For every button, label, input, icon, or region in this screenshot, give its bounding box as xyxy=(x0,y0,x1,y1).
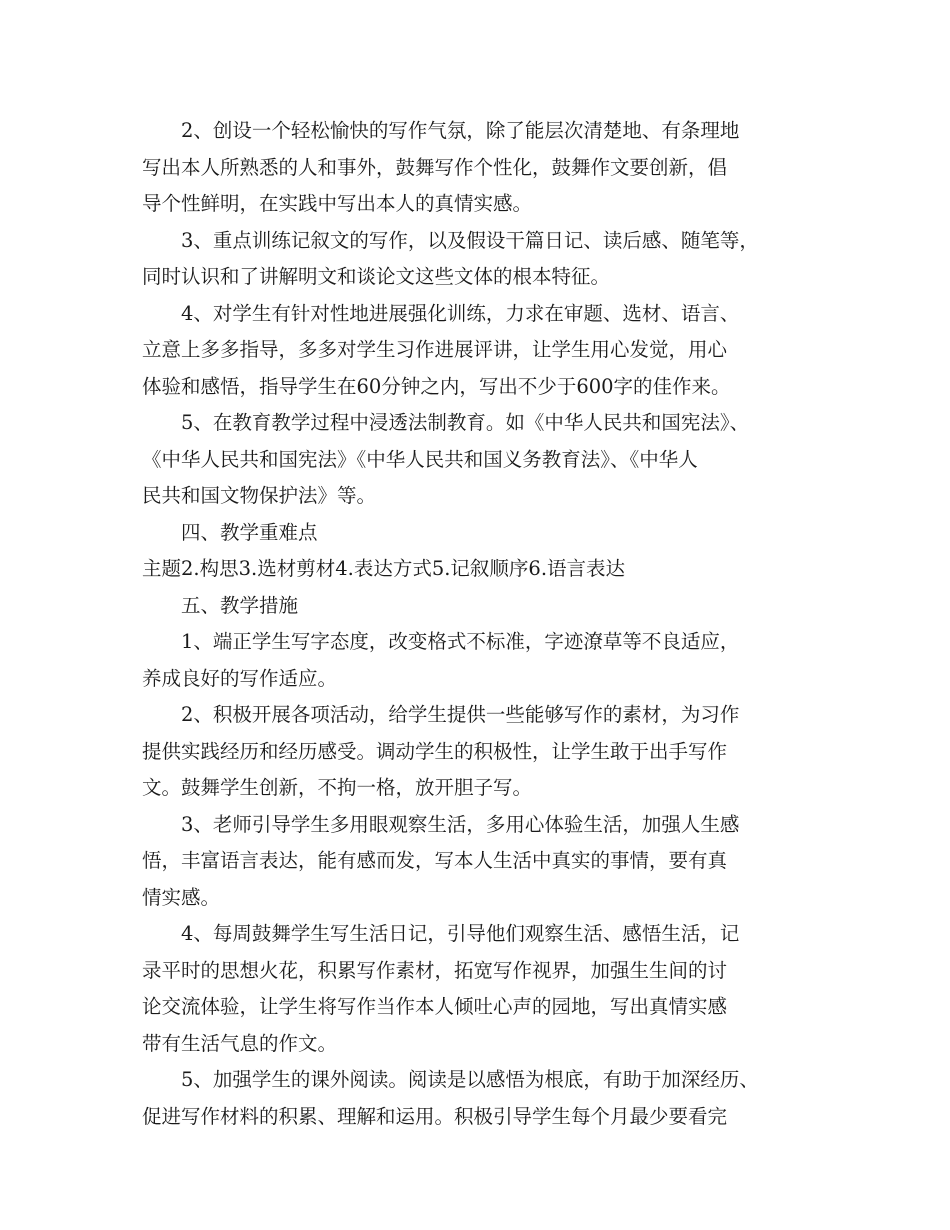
text-line: 悟，丰富语言表达，能有感而发，写本人生活中真实的事情，要有真 xyxy=(142,849,728,872)
paragraph xyxy=(142,296,814,406)
text-line: 提供实践经历和经历感受。调动学生的积极性，让学生敢于出手写作 xyxy=(142,739,728,763)
text-line: 立意上多多指导，多多对学生习作进展评讲，让学生用心发觉，用心 xyxy=(142,338,728,361)
text-line: 录平时的思想火花，积累写作素材，拓宽写作视界，加强生生间的讨 xyxy=(142,958,728,982)
paragraph xyxy=(142,551,814,588)
text-line: 2、积极开展各项活动，给学生提供一些能够写作的素材，为习作 xyxy=(181,703,740,726)
paragraph xyxy=(142,113,814,223)
text-line: 养成良好的写作适应。 xyxy=(142,666,338,690)
text-line: 4、每周鼓舞学生写生活日记，引导他们观察生活、感悟生活，记 xyxy=(181,922,740,945)
paragraph xyxy=(142,807,814,917)
paragraph xyxy=(142,405,814,515)
paragraph xyxy=(142,223,814,296)
paragraph xyxy=(142,916,814,1062)
text-line: 5、加强学生的课外阅读。阅读是以感悟为根底，有助于加深经历、 xyxy=(181,1068,759,1091)
text-line: 写出本人所熟悉的人和事外，鼓舞写作个性化，鼓舞作文要创新，倡 xyxy=(142,155,728,179)
text-line: 论交流体验，让学生将写作当作本人倾吐心声的园地，写出真情实感 xyxy=(142,995,728,1018)
section-heading xyxy=(142,515,814,552)
text-line: 同时认识和了讲解明文和谈论文这些文体的根本特征。 xyxy=(142,265,611,288)
text-line: 2、创设一个轻松愉快的写作气氛，除了能层次清楚地、有条理地 xyxy=(181,119,740,142)
section-heading xyxy=(142,588,814,625)
text-line: 5、在教育教学过程中浸透法制教育。如《中华人民共和国宪法》、 xyxy=(181,411,750,434)
text-line: 带有生活气息的作文。 xyxy=(142,1031,338,1055)
text-line: 1、端正学生写字态度，改变格式不标准，字迹潦草等不良适应， xyxy=(181,630,740,653)
text-line: 情实感。 xyxy=(142,885,221,909)
paragraph xyxy=(142,1062,814,1135)
text-line: 促进写作材料的积累、理解和运用。积极引导学生每个月最少要看完 xyxy=(142,1104,728,1128)
paragraph xyxy=(142,624,814,697)
text-line: 体验和感悟，指导学生在60分钟之内，写出不少于600字的佳作来。 xyxy=(142,374,731,398)
text-line: 3、重点训练记叙文的写作，以及假设干篇日记、读后感、随笔等， xyxy=(181,228,759,252)
text-line: 导个性鲜明，在实践中写出本人的真情实感。 xyxy=(142,192,533,215)
paragraph xyxy=(142,697,814,807)
document-page xyxy=(142,113,814,1135)
text-line: 五、教学措施 xyxy=(181,593,299,617)
text-line: 民共和国文物保护法》等。 xyxy=(142,484,377,507)
text-line: 3、老师引导学生多用眼观察生活，多用心体验生活，加强人生感 xyxy=(181,812,740,836)
text-line: 主题2.构思3.选材剪材4.表达方式5.记叙顺序6.语言表达 xyxy=(142,557,626,580)
text-line: 四、教学重难点 xyxy=(181,520,318,544)
text-line: 文。鼓舞学生创新，不拘一格，放开胆子写。 xyxy=(142,776,533,799)
text-line: 4、对学生有针对性地进展强化训练，力求在审题、选材、语言、 xyxy=(181,301,740,325)
text-line: 《中华人民共和国宪法》《中华人民共和国义务教育法》、《中华人 xyxy=(142,447,698,471)
